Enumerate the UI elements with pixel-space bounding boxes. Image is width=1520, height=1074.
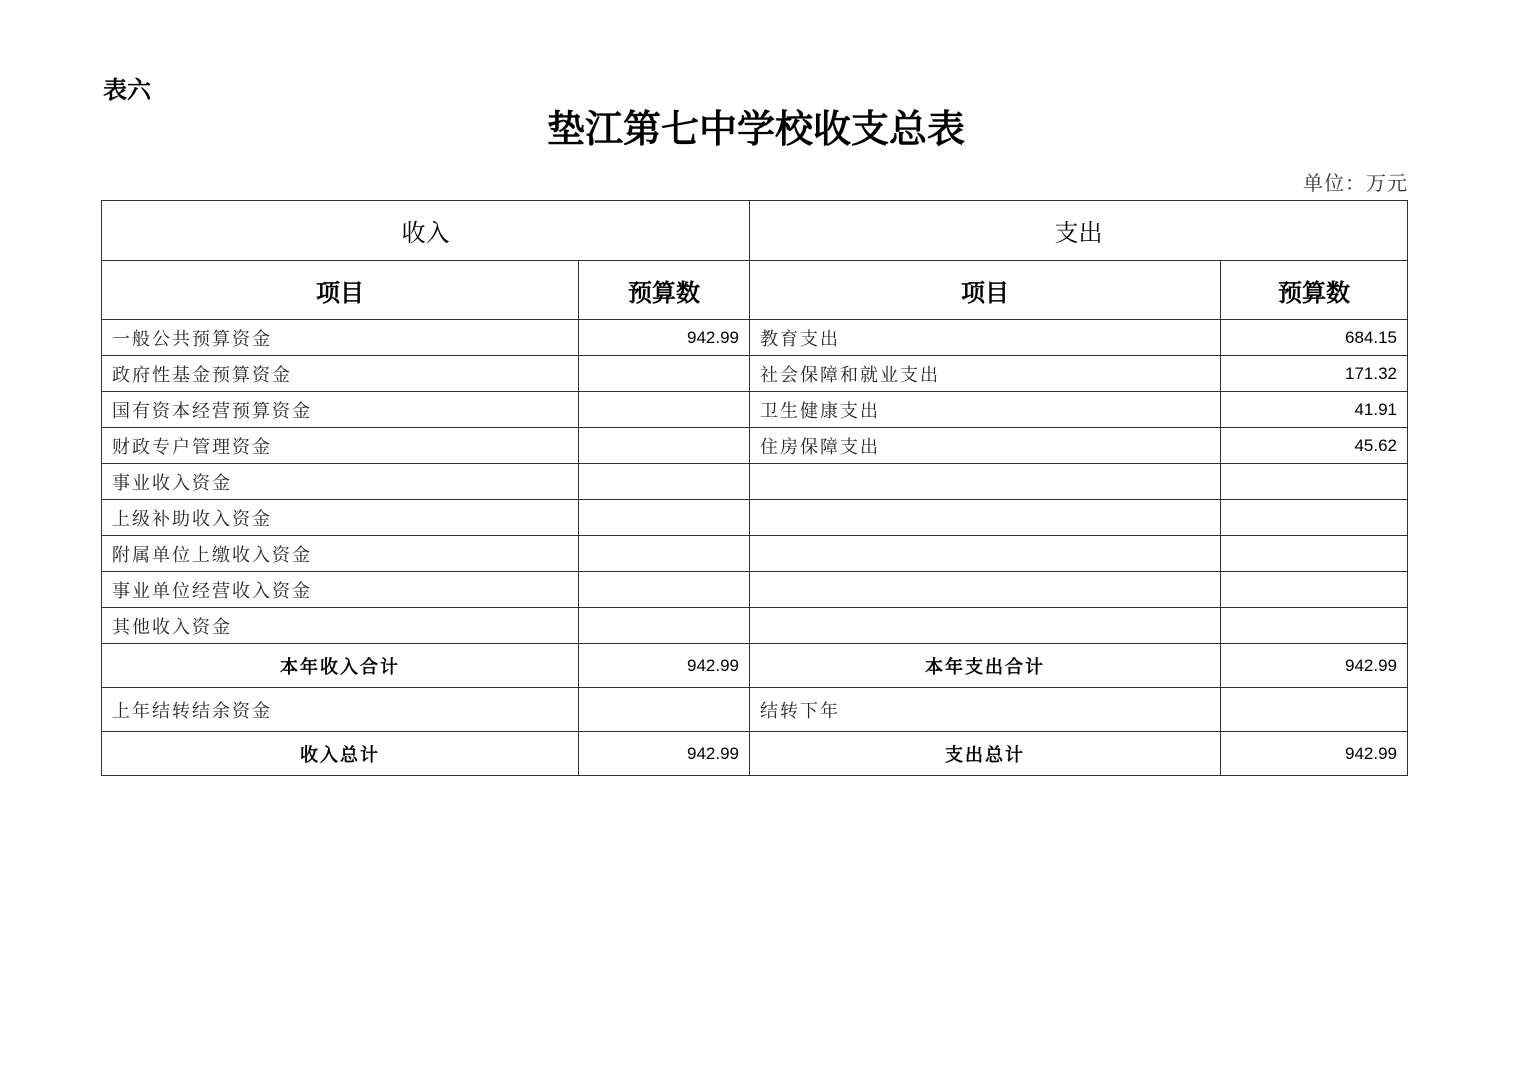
carryover-income-item: 上年结转结余资金: [102, 688, 579, 732]
expense-value-cell: 684.15: [1221, 320, 1408, 356]
expense-value-cell: [1221, 536, 1408, 572]
income-item-header: 项目: [102, 261, 579, 320]
table-number-label: 表六: [103, 76, 151, 104]
expense-budget-header: 预算数: [1221, 261, 1408, 320]
income-value-cell: [579, 608, 750, 644]
expense-item-cell: [750, 464, 1221, 500]
expense-value-cell: 171.32: [1221, 356, 1408, 392]
table-row: [102, 428, 1408, 464]
table-row: [102, 536, 1408, 572]
income-item-cell: 财政专户管理资金: [102, 428, 579, 464]
income-item-cell: 政府性基金预算资金: [102, 356, 579, 392]
expense-item-cell: 卫生健康支出: [750, 392, 1221, 428]
carryover-income-value: [579, 688, 750, 732]
expense-value-cell: [1221, 608, 1408, 644]
expense-item-cell: 教育支出: [750, 320, 1221, 356]
table-row: [102, 320, 1408, 356]
table-row: [102, 464, 1408, 500]
income-item-cell: 事业单位经营收入资金: [102, 572, 579, 608]
income-item-cell: 其他收入资金: [102, 608, 579, 644]
income-value-cell: [579, 464, 750, 500]
unit-label: 单位：万元: [1303, 171, 1408, 195]
table-row: [102, 356, 1408, 392]
table-row: [102, 392, 1408, 428]
carryover-expense-value: [1221, 688, 1408, 732]
carryover-row: [102, 688, 1408, 732]
expense-value-cell: 45.62: [1221, 428, 1408, 464]
expense-item-cell: [750, 572, 1221, 608]
year-income-total-label: 本年收入合计: [102, 644, 579, 688]
expense-item-cell: 社会保障和就业支出: [750, 356, 1221, 392]
grand-expense-total-value: 942.99: [1221, 732, 1408, 776]
grand-total-row: [102, 732, 1408, 776]
expense-item-header: 项目: [750, 261, 1221, 320]
expense-item-cell: 住房保障支出: [750, 428, 1221, 464]
income-value-cell: 942.99: [579, 320, 750, 356]
table-row: [102, 572, 1408, 608]
budget-summary-table: [101, 200, 1408, 776]
income-budget-header: 预算数: [579, 261, 750, 320]
expense-item-cell: [750, 500, 1221, 536]
expense-item-cell: [750, 536, 1221, 572]
income-item-cell: 事业收入资金: [102, 464, 579, 500]
income-value-cell: [579, 572, 750, 608]
grand-expense-total-label: 支出总计: [750, 732, 1221, 776]
document-title: 垫江第七中学校收支总表: [546, 106, 965, 151]
grand-income-total-label: 收入总计: [102, 732, 579, 776]
income-value-cell: [579, 392, 750, 428]
income-value-cell: [579, 428, 750, 464]
year-income-total-value: 942.99: [579, 644, 750, 688]
expense-value-cell: [1221, 464, 1408, 500]
year-total-row: [102, 644, 1408, 688]
expense-value-cell: [1221, 572, 1408, 608]
expense-group-header: 支出: [750, 201, 1408, 261]
income-item-cell: 上级补助收入资金: [102, 500, 579, 536]
expense-item-cell: [750, 608, 1221, 644]
income-value-cell: [579, 500, 750, 536]
column-header-row: [102, 261, 1408, 320]
grand-income-total-value: 942.99: [579, 732, 750, 776]
income-value-cell: [579, 536, 750, 572]
group-header-row: [102, 201, 1408, 261]
table-row: [102, 608, 1408, 644]
income-item-cell: 国有资本经营预算资金: [102, 392, 579, 428]
expense-value-cell: [1221, 500, 1408, 536]
expense-value-cell: 41.91: [1221, 392, 1408, 428]
year-expense-total-label: 本年支出合计: [750, 644, 1221, 688]
year-expense-total-value: 942.99: [1221, 644, 1408, 688]
carryover-expense-item: 结转下年: [750, 688, 1221, 732]
income-value-cell: [579, 356, 750, 392]
income-group-header: 收入: [102, 201, 750, 261]
income-item-cell: 附属单位上缴收入资金: [102, 536, 579, 572]
income-item-cell: 一般公共预算资金: [102, 320, 579, 356]
table-row: [102, 500, 1408, 536]
